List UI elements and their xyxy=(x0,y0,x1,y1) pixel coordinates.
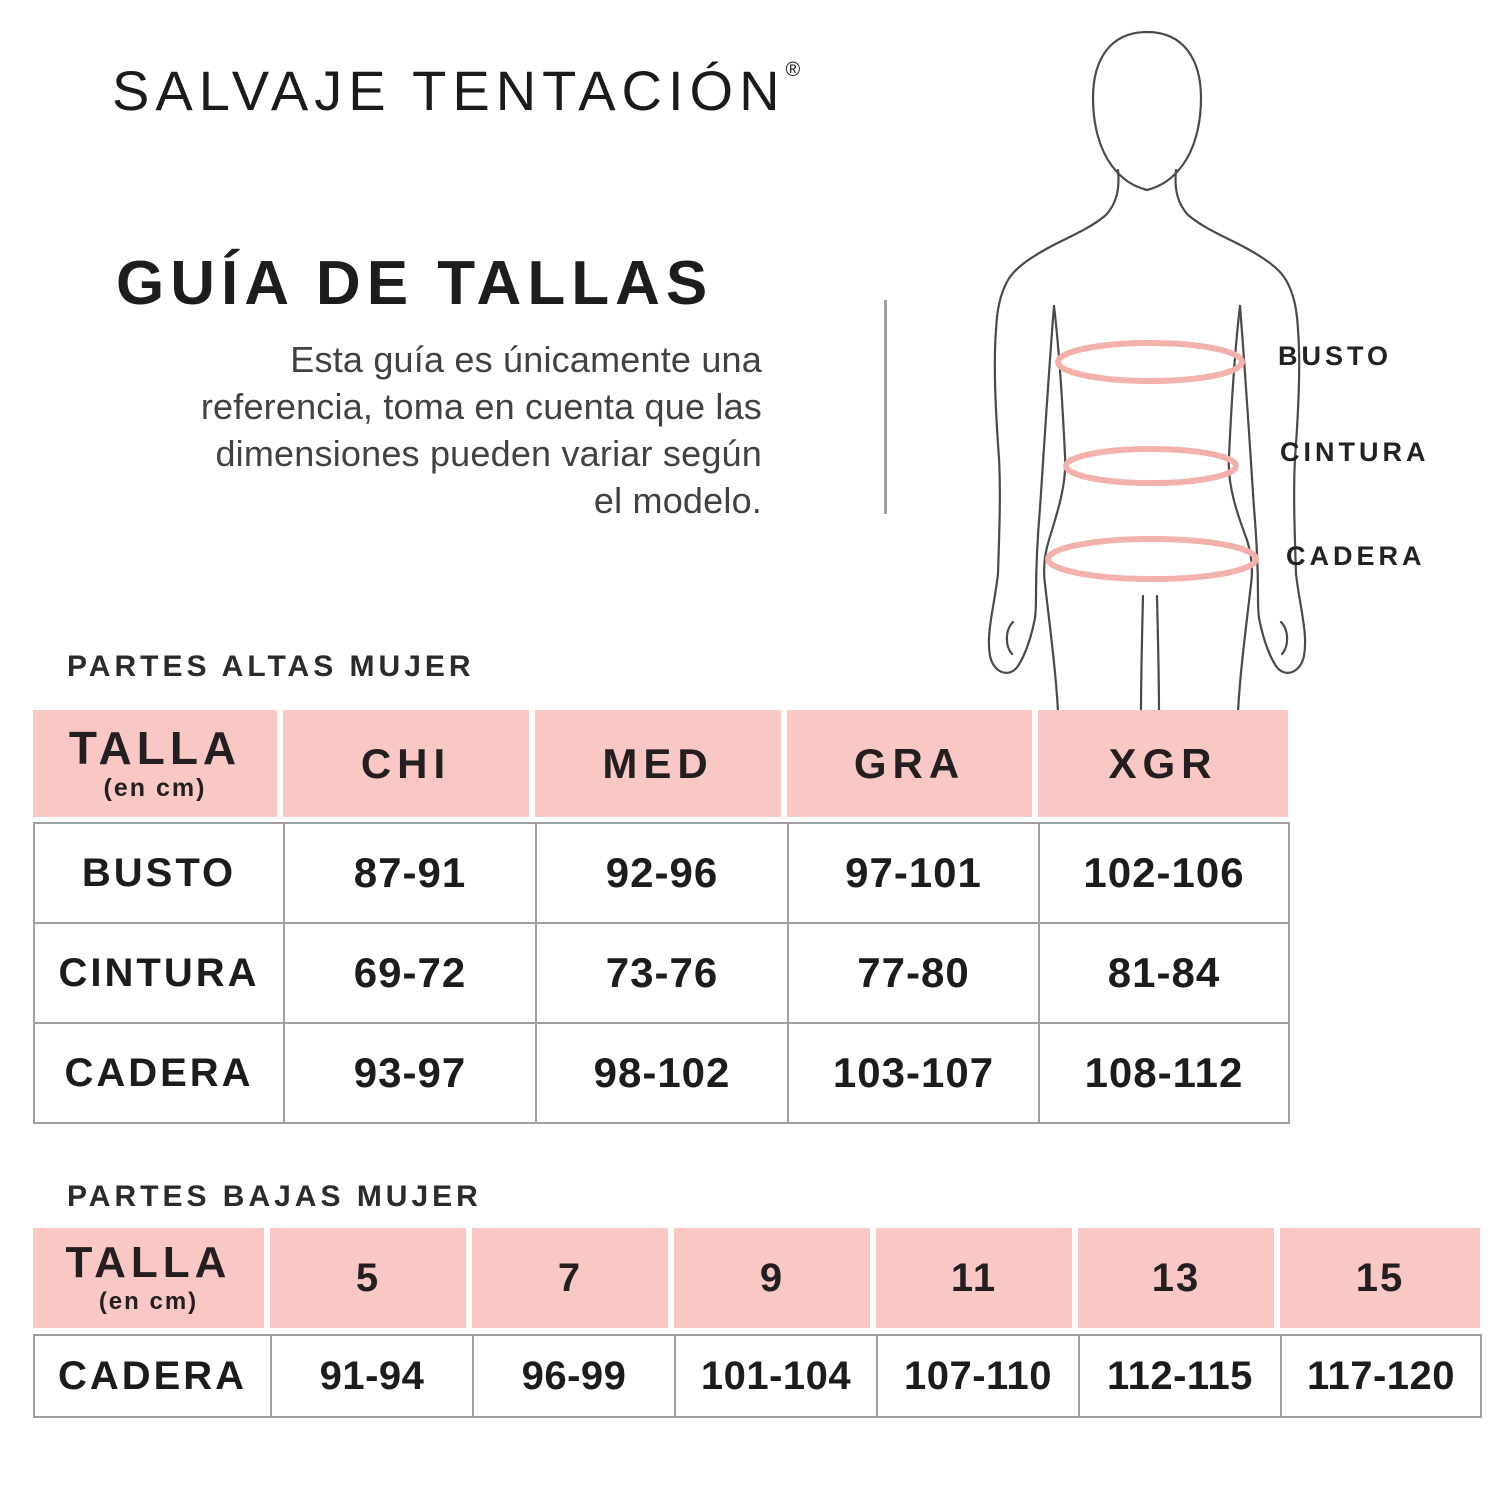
description-line: dimensiones pueden variar según xyxy=(215,433,762,474)
description-line: el modelo. xyxy=(593,480,762,521)
upper-table-title: PARTES ALTAS MUJER xyxy=(67,650,475,683)
waist-label: CINTURA xyxy=(1280,437,1430,467)
size-col-header xyxy=(876,1228,1078,1328)
size-value-cell: 107-110 xyxy=(877,1335,1079,1417)
row-label: CINTURA xyxy=(34,923,284,1023)
size-col-header xyxy=(472,1228,674,1328)
size-col-header xyxy=(270,1228,472,1328)
size-col-label: 7 xyxy=(557,1255,583,1300)
size-value-cell: 69-72 xyxy=(284,923,536,1023)
table-row xyxy=(34,1335,1481,1417)
size-col-header xyxy=(535,710,787,817)
measure-lines xyxy=(1048,343,1256,579)
talla-unit: (en cm) xyxy=(98,1287,199,1315)
size-value-cell: 93-97 xyxy=(284,1023,536,1123)
row-label: CADERA xyxy=(34,1335,271,1417)
size-value-cell: 97-101 xyxy=(788,823,1039,923)
size-col-header xyxy=(1280,1228,1480,1328)
size-value-cell: 98-102 xyxy=(536,1023,788,1123)
size-col-label: 5 xyxy=(355,1255,381,1300)
size-col-header xyxy=(787,710,1038,817)
size-value-cell: 102-106 xyxy=(1039,823,1289,923)
lower-table-title: PARTES BAJAS MUJER xyxy=(67,1180,482,1213)
talla-header-cell xyxy=(33,710,283,817)
upper-size-table xyxy=(33,710,1288,1124)
hip-measure-line xyxy=(1048,539,1256,579)
size-value-cell: 77-80 xyxy=(788,923,1039,1023)
bust-label: BUSTO xyxy=(1278,341,1393,371)
size-col-label: 13 xyxy=(1151,1255,1201,1300)
upper-table-header xyxy=(33,710,1288,817)
talla-unit: (en cm) xyxy=(103,773,207,802)
size-col-header xyxy=(1038,710,1288,817)
description-line: Esta guía es únicamente una xyxy=(290,339,762,380)
lower-table-data xyxy=(33,1334,1482,1418)
size-value-cell: 92-96 xyxy=(536,823,788,923)
lower-table-header xyxy=(33,1228,1480,1328)
row-label: CADERA xyxy=(34,1023,284,1123)
registered-trademark: ® xyxy=(785,59,801,81)
size-value-cell: 96-99 xyxy=(473,1335,675,1417)
size-value-cell: 87-91 xyxy=(284,823,536,923)
size-value-cell: 117-120 xyxy=(1281,1335,1481,1417)
upper-table-data xyxy=(33,822,1290,1124)
right-inner-leg xyxy=(1157,596,1159,712)
size-value-cell: 103-107 xyxy=(788,1023,1039,1123)
guide-description xyxy=(40,336,762,524)
talla-label: TALLA xyxy=(68,721,242,774)
head-outline xyxy=(1093,32,1201,190)
size-col-label: GRA xyxy=(853,739,966,787)
size-col-label: XGR xyxy=(1108,739,1218,787)
lower-size-table xyxy=(33,1228,1480,1418)
left-inner-leg xyxy=(1141,596,1143,712)
brand-logo xyxy=(112,58,800,123)
table-row xyxy=(34,1023,1289,1123)
right-thumb xyxy=(1281,622,1287,654)
brand-name: SALVAJE TENTACIÓN xyxy=(112,59,786,122)
talla-header-cell xyxy=(33,1228,270,1328)
size-value-cell: 73-76 xyxy=(536,923,788,1023)
size-col-label: CHI xyxy=(360,739,452,787)
size-col-label: 11 xyxy=(950,1255,998,1300)
size-col-label: 9 xyxy=(759,1255,785,1300)
row-label: BUSTO xyxy=(34,823,284,923)
size-col-label: 15 xyxy=(1355,1255,1405,1300)
size-value-cell: 108-112 xyxy=(1039,1023,1289,1123)
waist-measure-line xyxy=(1066,449,1236,483)
talla-label: TALLA xyxy=(65,1237,232,1287)
size-value-cell: 91-94 xyxy=(271,1335,473,1417)
bust-measure-line xyxy=(1058,343,1242,381)
size-col-label: MED xyxy=(602,739,714,787)
size-value-cell: 101-104 xyxy=(675,1335,877,1417)
left-thumb xyxy=(1007,622,1013,654)
page-title: GUÍA DE TALLAS xyxy=(116,249,714,318)
size-col-header xyxy=(283,710,535,817)
size-col-header xyxy=(674,1228,876,1328)
table-row xyxy=(34,923,1289,1023)
size-value-cell: 112-115 xyxy=(1079,1335,1281,1417)
hip-label: CADERA xyxy=(1286,541,1426,571)
size-col-header xyxy=(1078,1228,1280,1328)
body-outline xyxy=(989,32,1305,712)
table-row xyxy=(34,823,1289,923)
size-value-cell: 81-84 xyxy=(1039,923,1289,1023)
description-line: referencia, toma en cuenta que las xyxy=(200,386,762,427)
